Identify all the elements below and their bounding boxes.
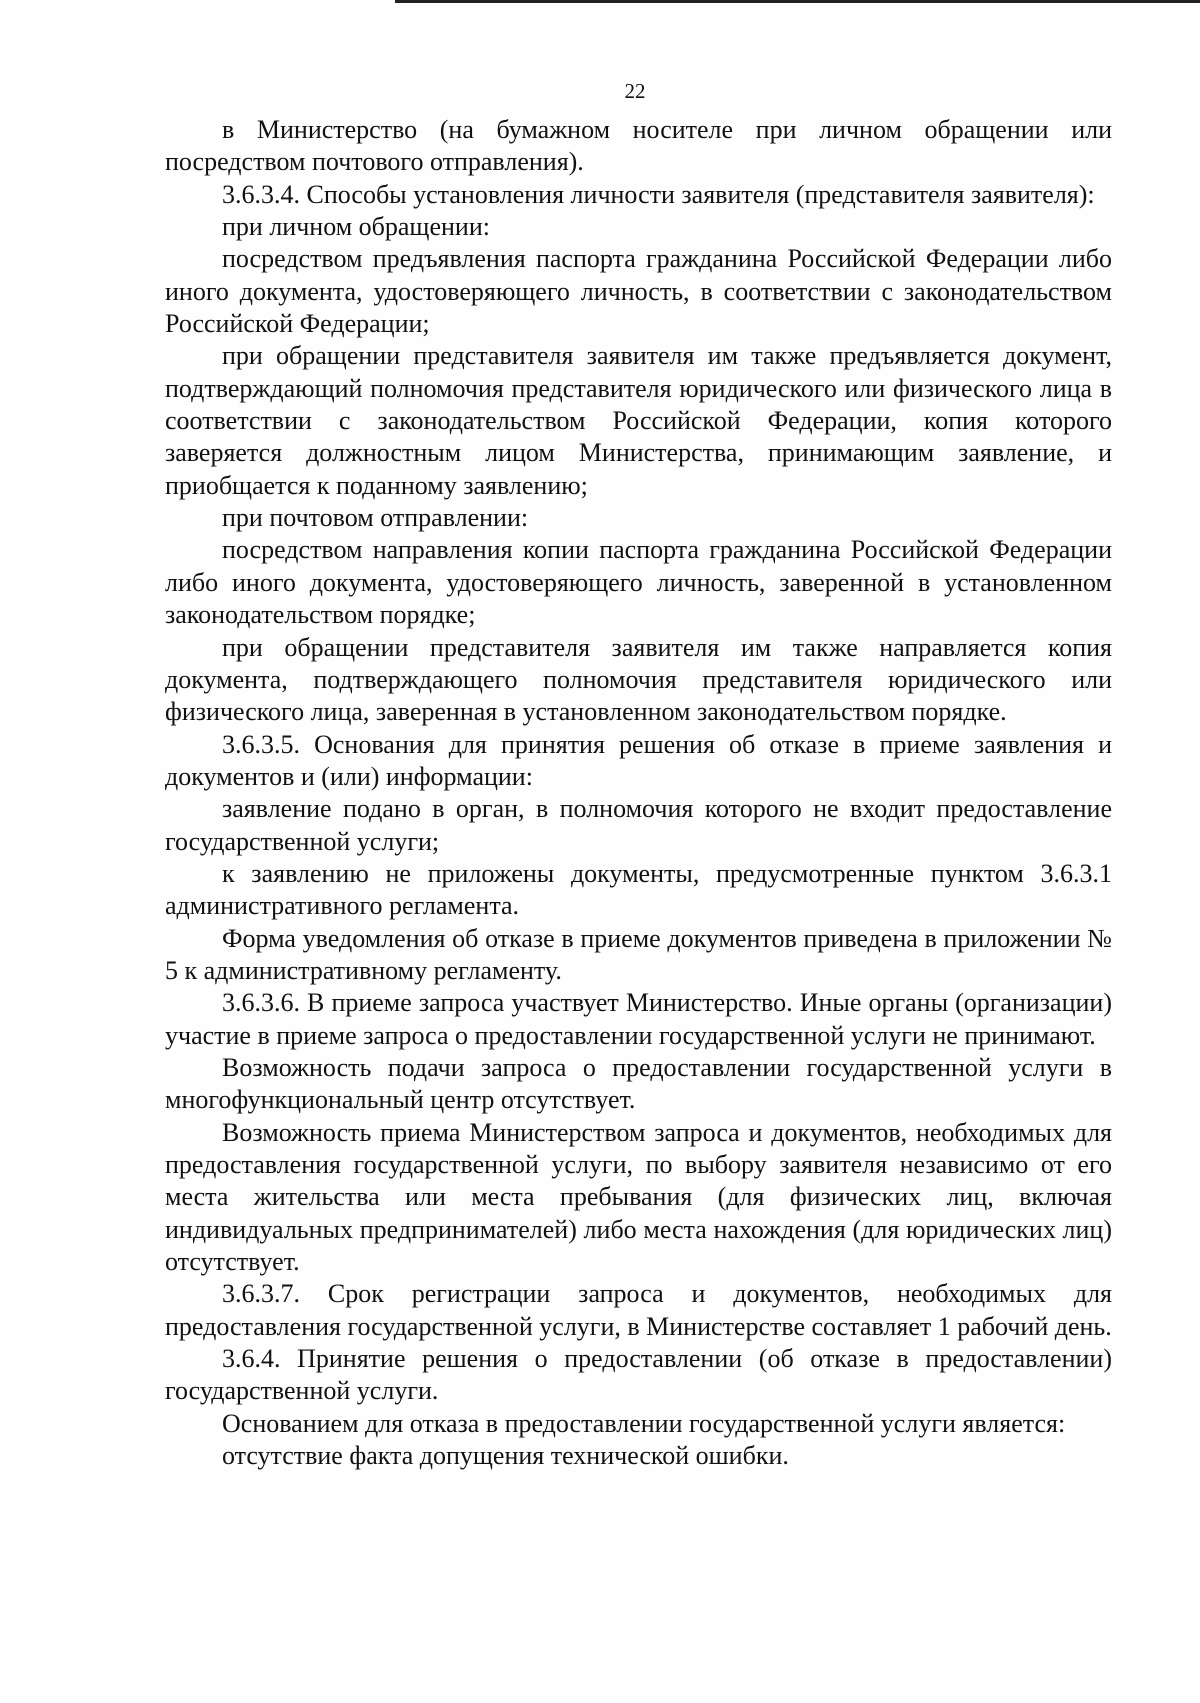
paragraph: заявление подано в орган, в полномочия которого не входит предоставление государственной услуги; xyxy=(165,794,1112,856)
paragraph: 3.6.3.7. Срок регистрации запроса и документов, необходимых для предоставления государственной услуги, в Министерстве составляет 1 рабочий день. xyxy=(165,1279,1112,1341)
paragraph: 3.6.3.5. Основания для принятия решения об отказе в приеме заявления и документов и (или) информации: xyxy=(165,729,1112,791)
paragraph: 3.6.4. Принятие решения о предоставлении (об отказе в предоставлении) государственной услуги. xyxy=(165,1344,1112,1406)
paragraph: к заявлению не приложены документы, предусмотренные пунктом 3.6.3.1 административного регламента. xyxy=(165,858,1112,921)
paragraph: при почтовом отправлении: xyxy=(222,503,529,533)
paragraph: посредством предъявления паспорта гражданина Российской Федерации либо иного документа, удостоверяющего личность, в соответствии с законодательством Российской Федерации; xyxy=(165,244,1112,339)
top-border-line xyxy=(395,0,1200,3)
paragraph: Возможность приема Министерством запроса и документов, необходимых для предоставления государственной услуги, по выбору заявителя независимо от его места жительства или места пребывания (для физических лиц, включая индивидуальных предпринимателей) либо места нахождения (для юридических лиц) отсутствует. xyxy=(165,1117,1112,1277)
paragraph: 3.6.3.4. Способы установления личности заявителя (представителя заявителя): xyxy=(222,179,1095,209)
paragraph: в Министерство (на бумажном носителе при личном обращении или посредством почтового отправления). xyxy=(165,115,1112,177)
paragraph: 3.6.3.6. В приеме запроса участвует Министерство. Иные органы (организации) участие в приеме запроса о предоставлении государственной услуги не принимают. xyxy=(165,988,1112,1050)
page-number: 22 xyxy=(624,79,646,103)
paragraph: при личном обращении: xyxy=(222,212,490,242)
paragraph: Форма уведомления об отказе в приеме документов приведена в приложении № 5 к административному регламенту. xyxy=(165,923,1112,985)
paragraph: при обращении представителя заявителя им также направляется копия документа, подтверждающего полномочия представителя юридического или физического лица, заверенная в установленном законодательством порядке. xyxy=(165,632,1112,727)
paragraph: Возможность подачи запроса о предоставлении государственной услуги в многофункциональный центр отсутствует. xyxy=(165,1052,1112,1115)
document-body xyxy=(165,114,1112,1472)
paragraph: отсутствие факта допущения технической ошибки. xyxy=(222,1441,789,1471)
paragraph: Основанием для отказа в предоставлении государственной услуги является: xyxy=(222,1408,1066,1438)
paragraph: посредством направления копии паспорта гражданина Российской Федерации либо иного документа, удостоверяющего личность, заверенной в установленном законодательством порядке; xyxy=(165,535,1112,630)
paragraph: при обращении представителя заявителя им также предъявляется документ, подтверждающий полномочия представителя юридического или физического лица в соответствии с законодательством Российской Федерации, копия которого заверяется должностным лицом Министерства, принимающим заявление, и приобщается к поданному заявлению; xyxy=(165,341,1112,500)
